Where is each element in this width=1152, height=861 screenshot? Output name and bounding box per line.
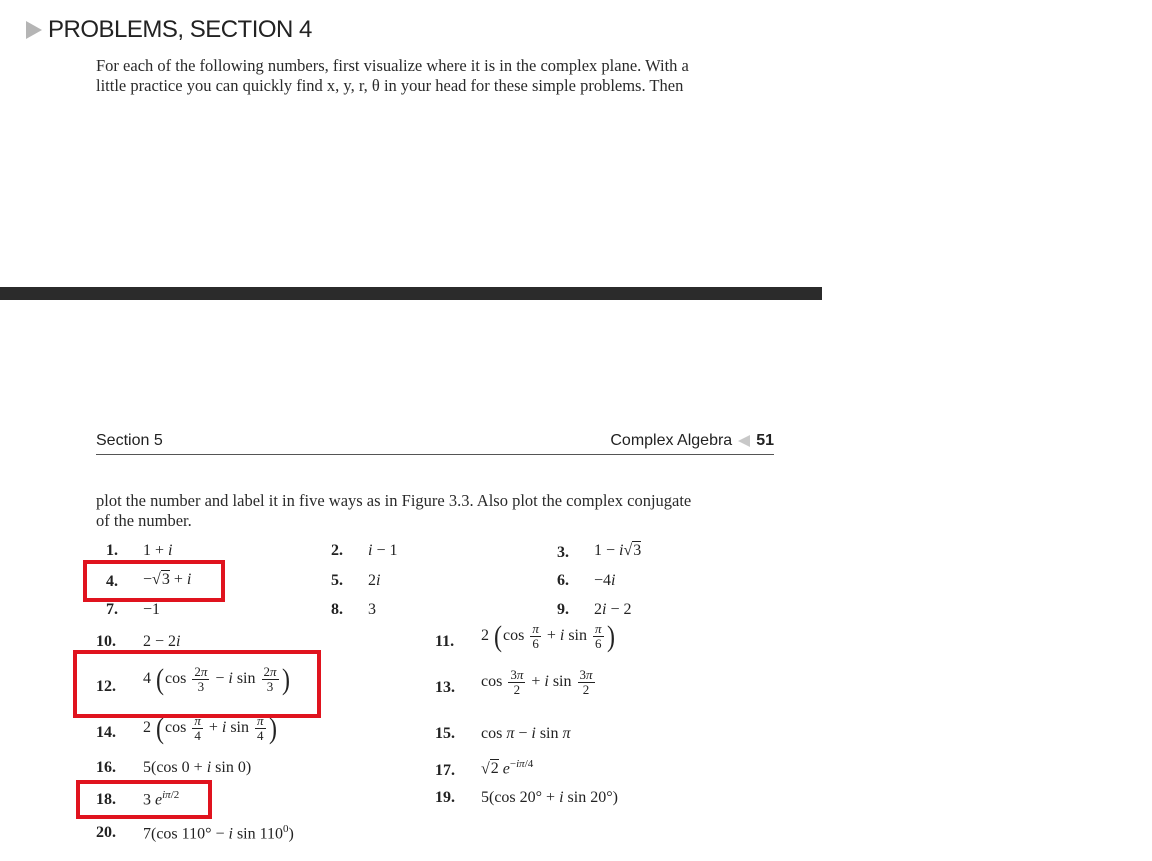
problem-expression: 7(cos 110° − i $\sin 110^0$) — [143, 823, 294, 843]
problem-expression: √2 $e^{-i\pi/4}$ — [481, 758, 534, 778]
page-divider — [0, 287, 822, 300]
triangle-left-icon — [738, 435, 750, 447]
problem-number: 17. — [435, 762, 455, 779]
problem-number: 9. — [557, 601, 569, 618]
problem-expression: 5(cos 20° + i sin 20°) — [481, 789, 618, 806]
intro-line-2: little practice you can quickly find x, y, r, θ in your head for these simple problems. Then — [96, 76, 684, 95]
instruction-line-1: plot the number and label it in five ways as in Figure 3.3. Also plot the complex conjugate — [96, 491, 692, 510]
running-header — [96, 432, 774, 455]
problem-number: 11. — [435, 633, 455, 650]
running-header-section: Section 5 — [96, 432, 163, 449]
page-number: 51 — [756, 432, 774, 449]
problem-number: 13. — [435, 679, 455, 696]
problem-number: 8. — [331, 601, 343, 618]
instruction-paragraph — [96, 491, 796, 531]
problem-number: 7. — [106, 601, 118, 618]
problem-expression: 2i — [368, 572, 381, 589]
problem-expression: −1 — [143, 601, 161, 618]
problem-expression: i − 1 — [368, 542, 398, 559]
problem-expression: 1 + i — [143, 542, 173, 559]
intro-line-1: For each of the following numbers, first visualize where it is in the complex plane. With a — [96, 56, 689, 75]
problem-number: 15. — [435, 725, 455, 742]
triangle-marker-icon — [26, 21, 42, 39]
problem-number: 4. — [106, 573, 118, 590]
section-heading — [26, 16, 312, 44]
problem-number: 5. — [331, 572, 343, 589]
problem-number: 10. — [96, 633, 116, 650]
problem-expression: 2 − 2i — [143, 633, 181, 650]
problem-number: 6. — [557, 572, 569, 589]
intro-paragraph — [96, 56, 796, 96]
problem-expression: 2 (cos $\frac{\pi}{4}$ + i sin $\frac{\pi}{4}$ ) — [143, 711, 277, 745]
problem-expression: 4 (cos $\frac{2\pi}{3}$ − i sin $\frac{2\pi}{3}$ ) — [143, 662, 290, 696]
problem-number: 3. — [557, 544, 569, 561]
problem-expression: 2 (cos $\frac{\pi}{6}$ + i sin $\frac{\pi}{6}$ ) — [481, 619, 615, 653]
section-heading-text: PROBLEMS, SECTION 4 — [48, 16, 312, 43]
problem-number: 12. — [96, 678, 116, 695]
problem-number: 1. — [106, 542, 118, 559]
problem-expression: 5(cos 0 + i sin 0) — [143, 759, 252, 776]
problem-number: 18. — [96, 791, 116, 808]
problem-expression: −4i — [594, 572, 616, 589]
running-header-title: Complex Algebra — [610, 432, 733, 449]
problem-number: 2. — [331, 542, 343, 559]
highlight-box-problem-12 — [73, 650, 321, 718]
problem-expression: cos π − i sin π — [481, 725, 571, 742]
problem-number: 19. — [435, 789, 455, 806]
instruction-line-2: of the number. — [96, 511, 192, 530]
problem-expression: 1 − i√3 — [594, 542, 642, 559]
problem-expression: 3 — [368, 601, 376, 618]
problem-expression: 3 $e^{i\pi/2}$ — [143, 789, 180, 809]
problem-expression: −√3 + i — [143, 571, 192, 588]
problem-expression: cos $\frac{3\pi}{2}$ + i sin $\frac{3\pi}{2}$ — [481, 667, 593, 697]
problem-number: 16. — [96, 759, 116, 776]
problem-number: 20. — [96, 824, 116, 841]
problem-expression: 2i − 2 — [594, 601, 632, 618]
problem-number: 14. — [96, 724, 116, 741]
highlight-box-problem-4 — [83, 560, 225, 602]
highlight-box-problem-18 — [76, 780, 212, 819]
